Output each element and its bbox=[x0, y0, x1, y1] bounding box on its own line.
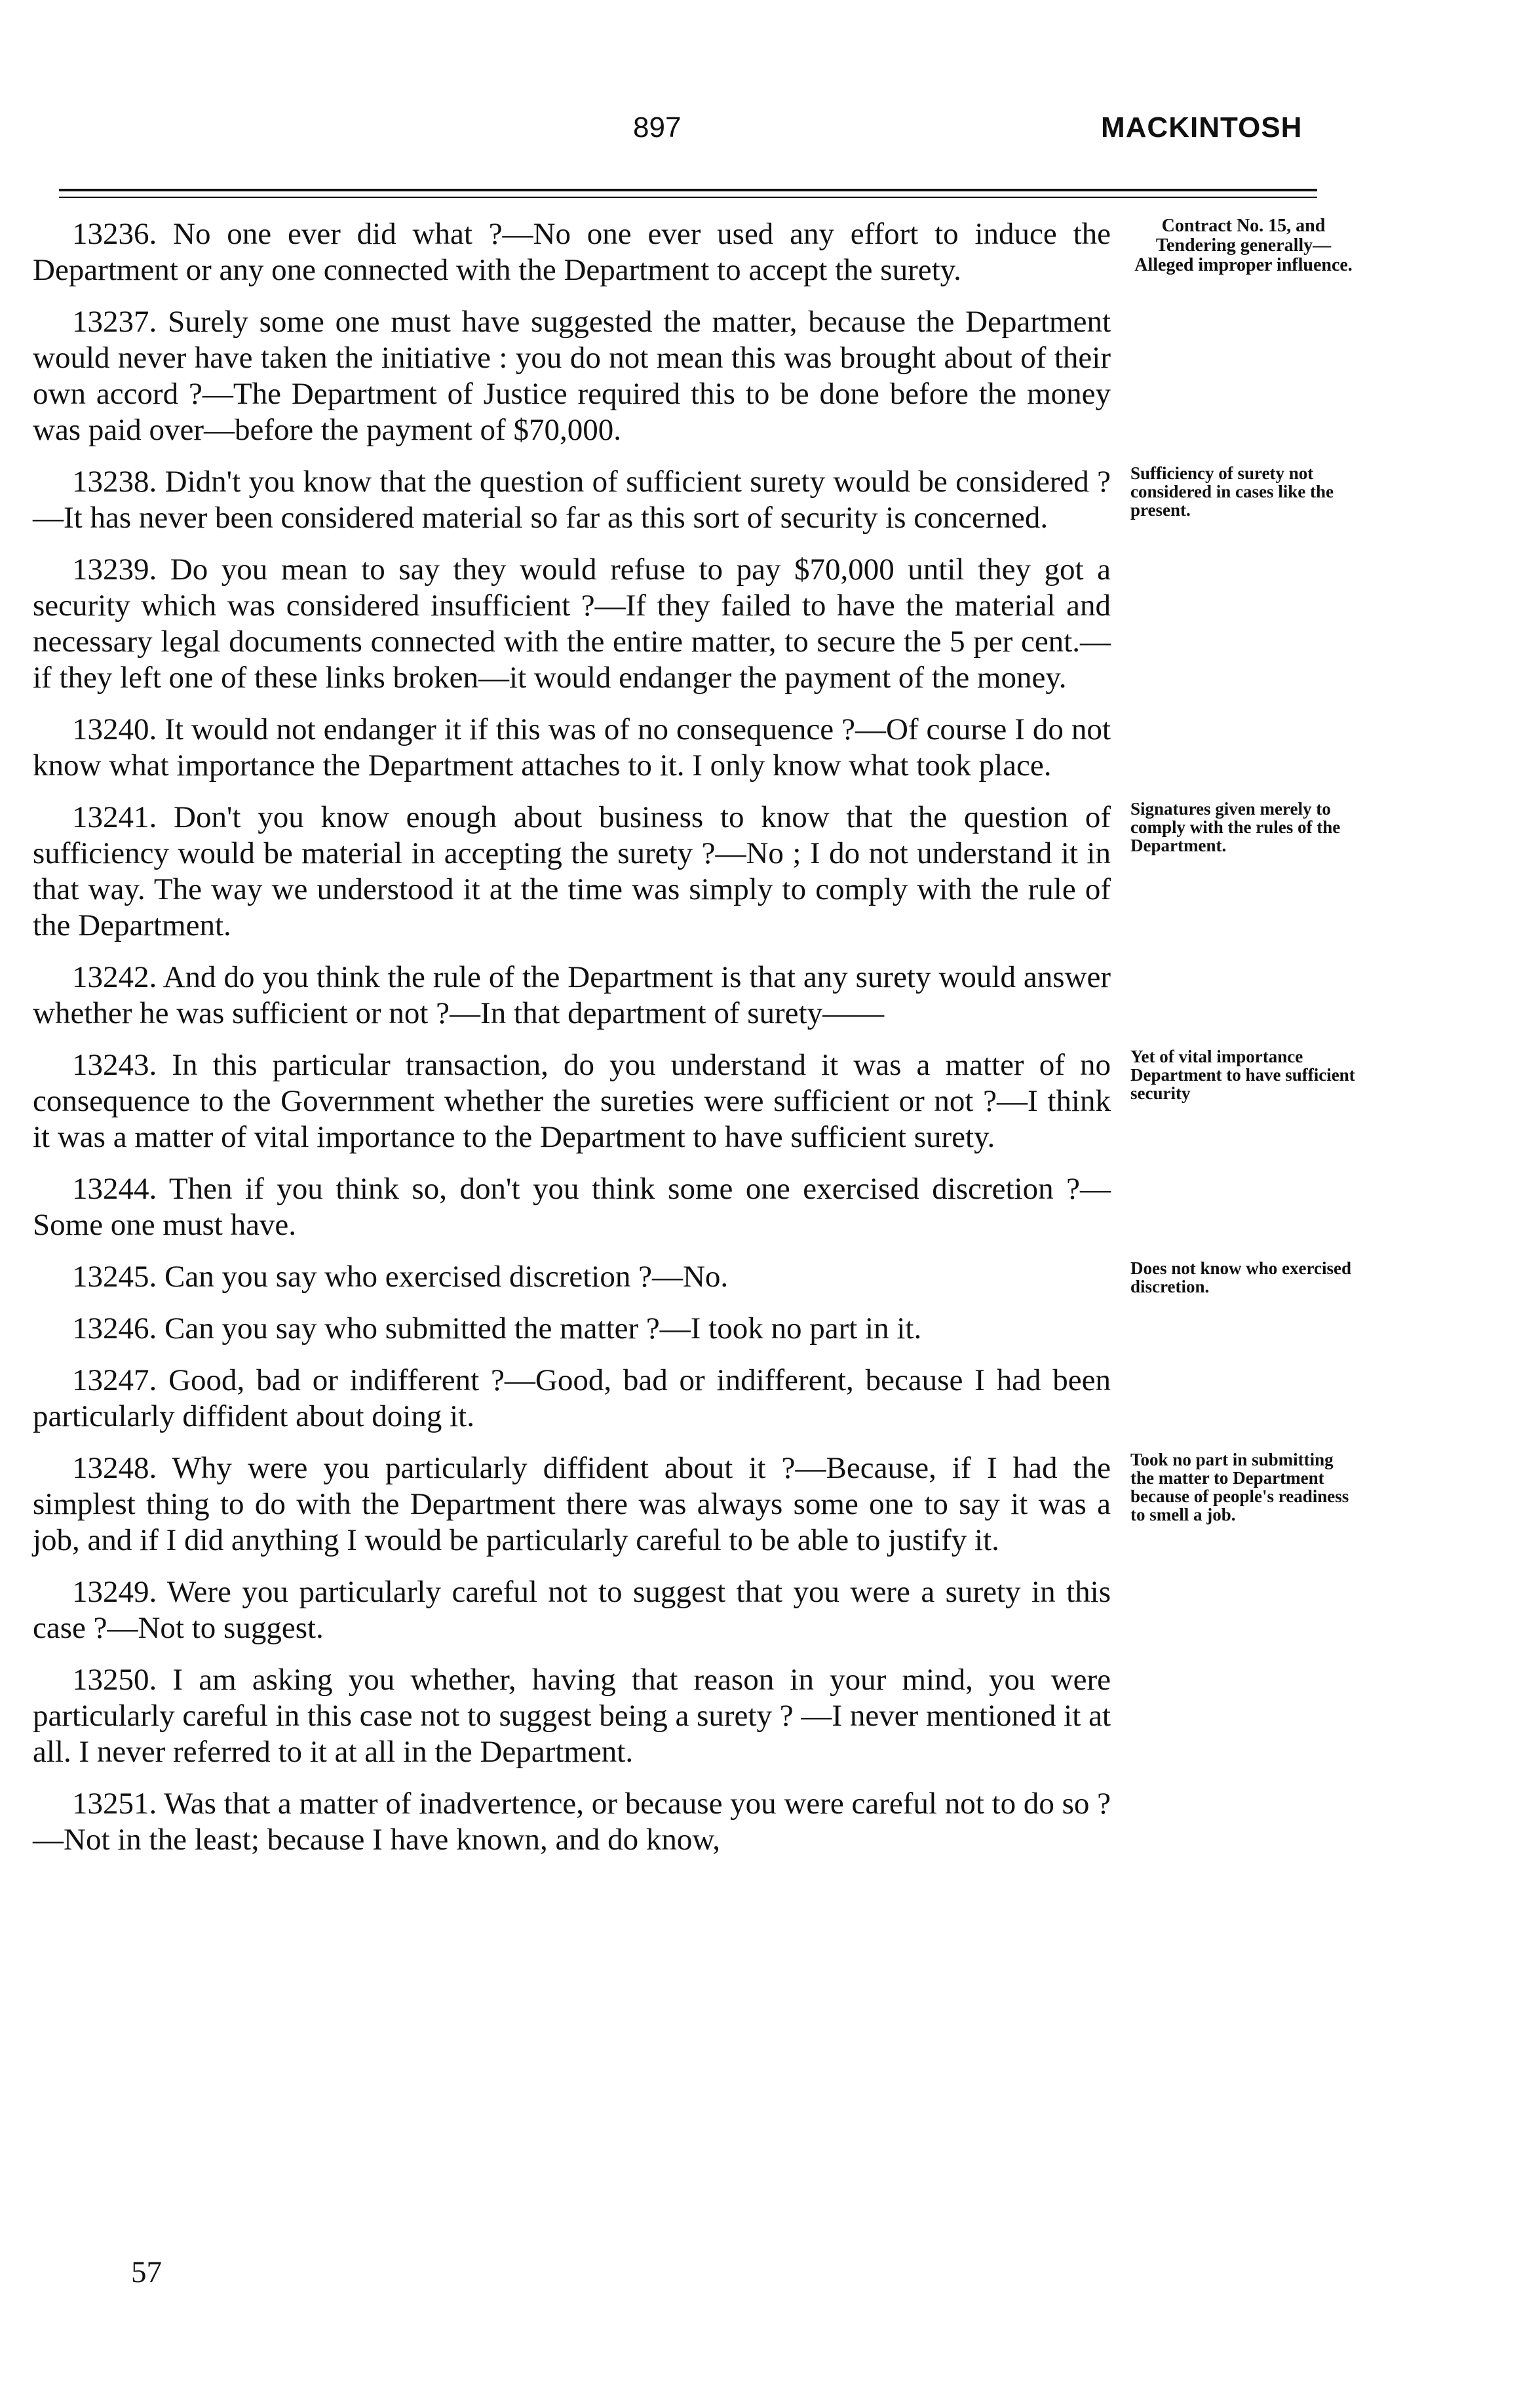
question-paragraph: 13238. Didn't you know that the question of sufficient surety would be considered ?—It has never been considered material so far as this sort of security is concerned. bbox=[33, 465, 1111, 535]
question-row bbox=[33, 1363, 1501, 1450]
question-paragraph: 13248. Why were you particularly diffident about it ?—Because, if I had the simplest thing to do with the Department there was always some one to say it was a job, and if I did anything I would be particularly careful to be able to justify it. bbox=[33, 1451, 1111, 1557]
running-title: MACKINTOSH bbox=[1101, 111, 1303, 144]
signature-mark: 57 bbox=[131, 2255, 162, 2289]
margin-note: Took no part in submitting the matter to Department because of people's readiness to smell a job. bbox=[1130, 1450, 1349, 1524]
question-paragraph: 13236. No one ever did what ?—No one ever used any effort to induce the Department or any one connected with the Department to accept the surety. bbox=[33, 217, 1111, 287]
question-paragraph: 13241. Don't you know enough about business to know that the question of sufficiency would be material in accepting the surety ?—No ; I do not understand it in that way. The way we understood it at the time was simply to comply with the rule of the Department. bbox=[33, 800, 1111, 942]
question-row bbox=[33, 712, 1501, 800]
question-paragraph: 13245. Can you say who exercised discretion ?—No. bbox=[72, 1260, 729, 1294]
question-row bbox=[33, 1259, 1501, 1311]
margin-note: Yet of vital importance Department to have sufficient security bbox=[1130, 1047, 1355, 1103]
question-paragraph: 13247. Good, bad or indifferent ?—Good, bad or indifferent, because I had been particularly diffident about doing it. bbox=[33, 1363, 1111, 1433]
question-row bbox=[33, 959, 1501, 1047]
question-row bbox=[33, 1786, 1501, 1874]
question-paragraph: 13250. I am asking you whether, having that reason in your mind, you were particularly careful in this case not to suggest being a surety ? —I never mentioned it at all. I never referred to it at all in the Department. bbox=[33, 1663, 1111, 1769]
question-paragraph: 13239. Do you mean to say they would refuse to pay $70,000 until they got a security which was considered insufficient ?—If they failed to have the material and necessary legal documents connected with the entire matter, to secure the 5 per cent.—if they left one of these links broken—it would endanger the payment of the money. bbox=[33, 552, 1111, 695]
question-row bbox=[33, 1171, 1501, 1259]
question-row bbox=[33, 1574, 1501, 1662]
question-paragraph: 13244. Then if you think so, don't you think some one exercised discretion ?—Some one must have. bbox=[33, 1172, 1111, 1242]
question-paragraph: 13240. It would not endanger it if this was of no consequence ?—Of course I do not know what importance the Department attaches to it. I only know what took place. bbox=[33, 712, 1111, 783]
question-row bbox=[33, 1662, 1501, 1786]
question-paragraph: 13243. In this particular transaction, do you understand it was a matter of no consequence to the Government whether the sureties were sufficient or not ?—I think it was a matter of vital importance to the Department to have sufficient surety. bbox=[33, 1048, 1111, 1154]
margin-note: Signatures given merely to comply with the rules of the Department. bbox=[1130, 799, 1341, 855]
page-header bbox=[0, 111, 1540, 157]
question-paragraph: 13249. Were you particularly careful not to suggest that you were a surety in this case ?—Not to suggest. bbox=[33, 1575, 1111, 1645]
question-paragraph: 13246. Can you say who submitted the matter ?—I took no part in it. bbox=[72, 1311, 922, 1346]
margin-note: Contract No. 15, and Tendering generally— Alleged improper influence. bbox=[1134, 216, 1353, 275]
question-row bbox=[33, 800, 1501, 959]
header-rule-thin bbox=[59, 197, 1317, 198]
margin-note: Sufficiency of surety not considered in cases like the present. bbox=[1130, 463, 1334, 520]
header-rule-thick bbox=[59, 189, 1317, 191]
question-paragraph: 13242. And do you think the rule of the Department is that any surety would answer whether he was sufficient or not ?—In that department of surety—— bbox=[33, 960, 1111, 1030]
margin-note: Does not know who exercised discretion. bbox=[1130, 1258, 1351, 1296]
question-paragraph: 13237. Surely some one must have suggested the matter, because the Department would never have taken the initiative : you do not mean this was brought about of their own accord ?—The Department of Justice required this to be done before the money was paid over—before the payment of $70,000. bbox=[33, 305, 1111, 447]
page-number: 897 bbox=[633, 111, 682, 144]
question-row bbox=[33, 304, 1501, 464]
question-row bbox=[33, 1450, 1501, 1574]
question-row bbox=[33, 216, 1501, 304]
question-paragraph: 13251. Was that a matter of inadvertence, or because you were careful not to do so ?—Not in the least; because I have known, and do know, bbox=[33, 1787, 1111, 1857]
testimony-body bbox=[33, 216, 1501, 1874]
question-row bbox=[33, 464, 1501, 552]
question-row bbox=[33, 1047, 1501, 1171]
question-row bbox=[33, 1311, 1501, 1363]
question-row bbox=[33, 552, 1501, 712]
